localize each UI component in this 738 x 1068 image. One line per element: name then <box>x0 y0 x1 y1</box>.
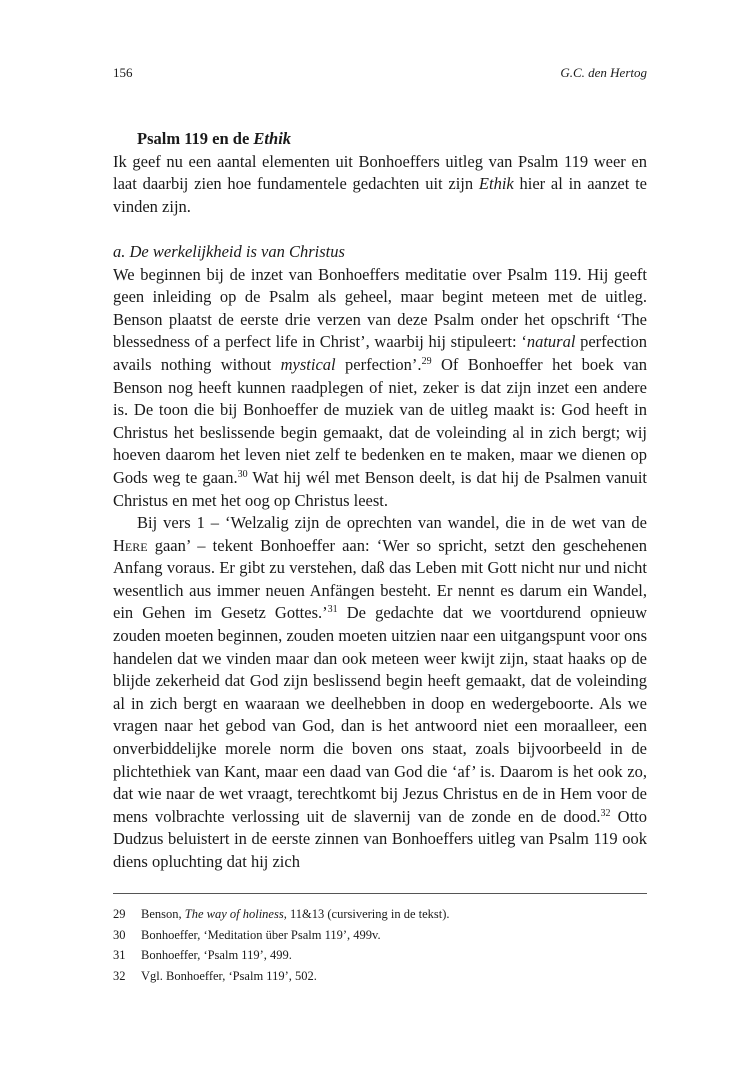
intro-text-1: Ik geef nu een aantal elementen uit Bonhoeffers uitleg van Psalm 119 weer en laat daarbij zien hoe fundamentele gedachten uit zijn <box>113 151 647 194</box>
p1-text-a: We beginnen bij de inzet van Bonhoeffers meditatie over Psalm 119. Hij geeft geen inleiding op de Psalm als geheel, maar begint meteen met de uitleg. Benson plaatst de eerste drie verzen van deze Psalm onder het opschrift ‘The blessedness of a perfect life in Christ’, waarbij hij stipuleert: ‘ <box>113 264 647 352</box>
intro-text-2: hier al in aanzet te vinden zijn. <box>113 174 647 216</box>
footnote-text <box>141 904 450 925</box>
footnote-29 <box>113 904 647 925</box>
footnote-ref-31[interactable]: 31 <box>327 604 338 616</box>
p1-text-b: perfection avails nothing without <box>113 332 647 374</box>
footnotes <box>113 904 647 986</box>
footnote-ref-32[interactable]: 32 <box>600 807 611 819</box>
p1-text-d: Of Bonhoeffer het boek van Benson nog heeft kunnen raadplegen of niet, zeker is dat zijn inzet een andere is. De toon die bij Bonhoeffer de muziek van de uitleg maakt is: God heeft in Christus het beslissende begin gemaakt, dat de voleinding al in zich bergt; wij hoeven daarom het leven niet zelf te bedenken en te maken, maar we dienen op Gods weg te gaan. <box>113 354 648 487</box>
footnote-31 <box>113 945 647 966</box>
body-text <box>113 128 647 874</box>
p2-text-c: De gedachte dat we voortdurend opnieuw zouden moeten beginnen, zouden moeten uitzien naar een uitgangspunt voor ons handelen dat we vinden maar dan ook meteen weer kwijt zijn, staat haaks op de blijde zekerheid dat God zijn beslissend begin heeft gemaakt, dat de voleinding al in zich bergt en waaraan we deelhebben in doop en wedergeboorte. Als we vragen naar het gebod van God, dan is het antwoord niet een moraalleer, een onverbiddelijke morele norm die boven ons staat, zoals bijvoorbeeld in de plichtethiek van Kant, maar een daad van God die ‘af’ is. Daarom is het ook zo, dat wie naar de wet vraagt, terechtkomt bij Jezus Christus en de in Hem voor de mens volbrachte verlossing uit de slavernij van de zonde en de dood. <box>113 603 647 826</box>
p1-text-e: Wat hij wél met Benson deelt, is dat hij de Psalmen vanuit Christus en met het oog op Christus leest. <box>113 467 647 510</box>
p2-text-b: gaan’ – tekent Bonhoeffer aan: ‘Wer so spricht, setzt den geschehenen Anfang voraus. Er gibt zu verstehen, daß das Leben mit Gott nicht nur und nicht wesentlich aus immer neuen Anfängen besteht. Er nennt es darum ein Wandel, ein Gehen im Gesetz Gottes.’ <box>113 535 647 623</box>
footnote-number: 31 <box>113 948 126 962</box>
section-title-italic: Ethik <box>253 129 292 148</box>
footnote-number: 30 <box>113 927 126 942</box>
footnote-32 <box>113 966 647 987</box>
footnote-ref-30[interactable]: 30 <box>237 468 248 480</box>
footnote-text: Bonhoeffer, ‘Meditation über Psalm 119’, 499v. <box>141 927 381 942</box>
p2-smallcaps-here: Here <box>113 535 148 555</box>
section-title-text: Psalm 119 en de <box>137 129 254 148</box>
footnote-text-italic: The way of holiness <box>184 907 284 921</box>
intro-text-italic: Ethik <box>478 174 514 194</box>
footnote-divider <box>113 893 647 894</box>
paragraph-1 <box>113 264 647 513</box>
footnote-text-post: , 11&13 (cursivering in de tekst). <box>283 907 450 921</box>
footnote-number: 29 <box>113 907 126 921</box>
footnote-30 <box>113 925 647 946</box>
p1-italic-mystical: mystical <box>280 354 336 374</box>
page-number: 156 <box>113 65 133 80</box>
p1-italic-natural: natural <box>526 332 576 352</box>
footnote-ref-29[interactable]: 29 <box>421 355 432 367</box>
paragraph-2 <box>113 512 647 874</box>
section-title <box>113 128 647 151</box>
subsection-title: a. De werkelijkheid is van Christus <box>113 241 345 261</box>
footnote-text-pre: Benson, <box>141 907 185 921</box>
intro-paragraph <box>113 151 647 219</box>
footnote-text: Vgl. Bonhoeffer, ‘Psalm 119’, 502. <box>141 968 317 983</box>
running-head: G.C. den Hertog <box>560 65 647 80</box>
p2-text-d: Otto Dudzus beluistert in de eerste zinnen van Bonhoeffers uitleg van Psalm 119 ook diens opluchting dat hij zich <box>113 806 647 871</box>
p1-text-c: perfection’. <box>335 354 422 374</box>
footnote-text: Bonhoeffer, ‘Psalm 119’, 499. <box>141 948 292 962</box>
footnote-number: 32 <box>113 968 126 983</box>
p2-text-a: Bij vers 1 – ‘Welzalig zijn de oprechten van wandel, die in de wet van de <box>137 513 647 533</box>
